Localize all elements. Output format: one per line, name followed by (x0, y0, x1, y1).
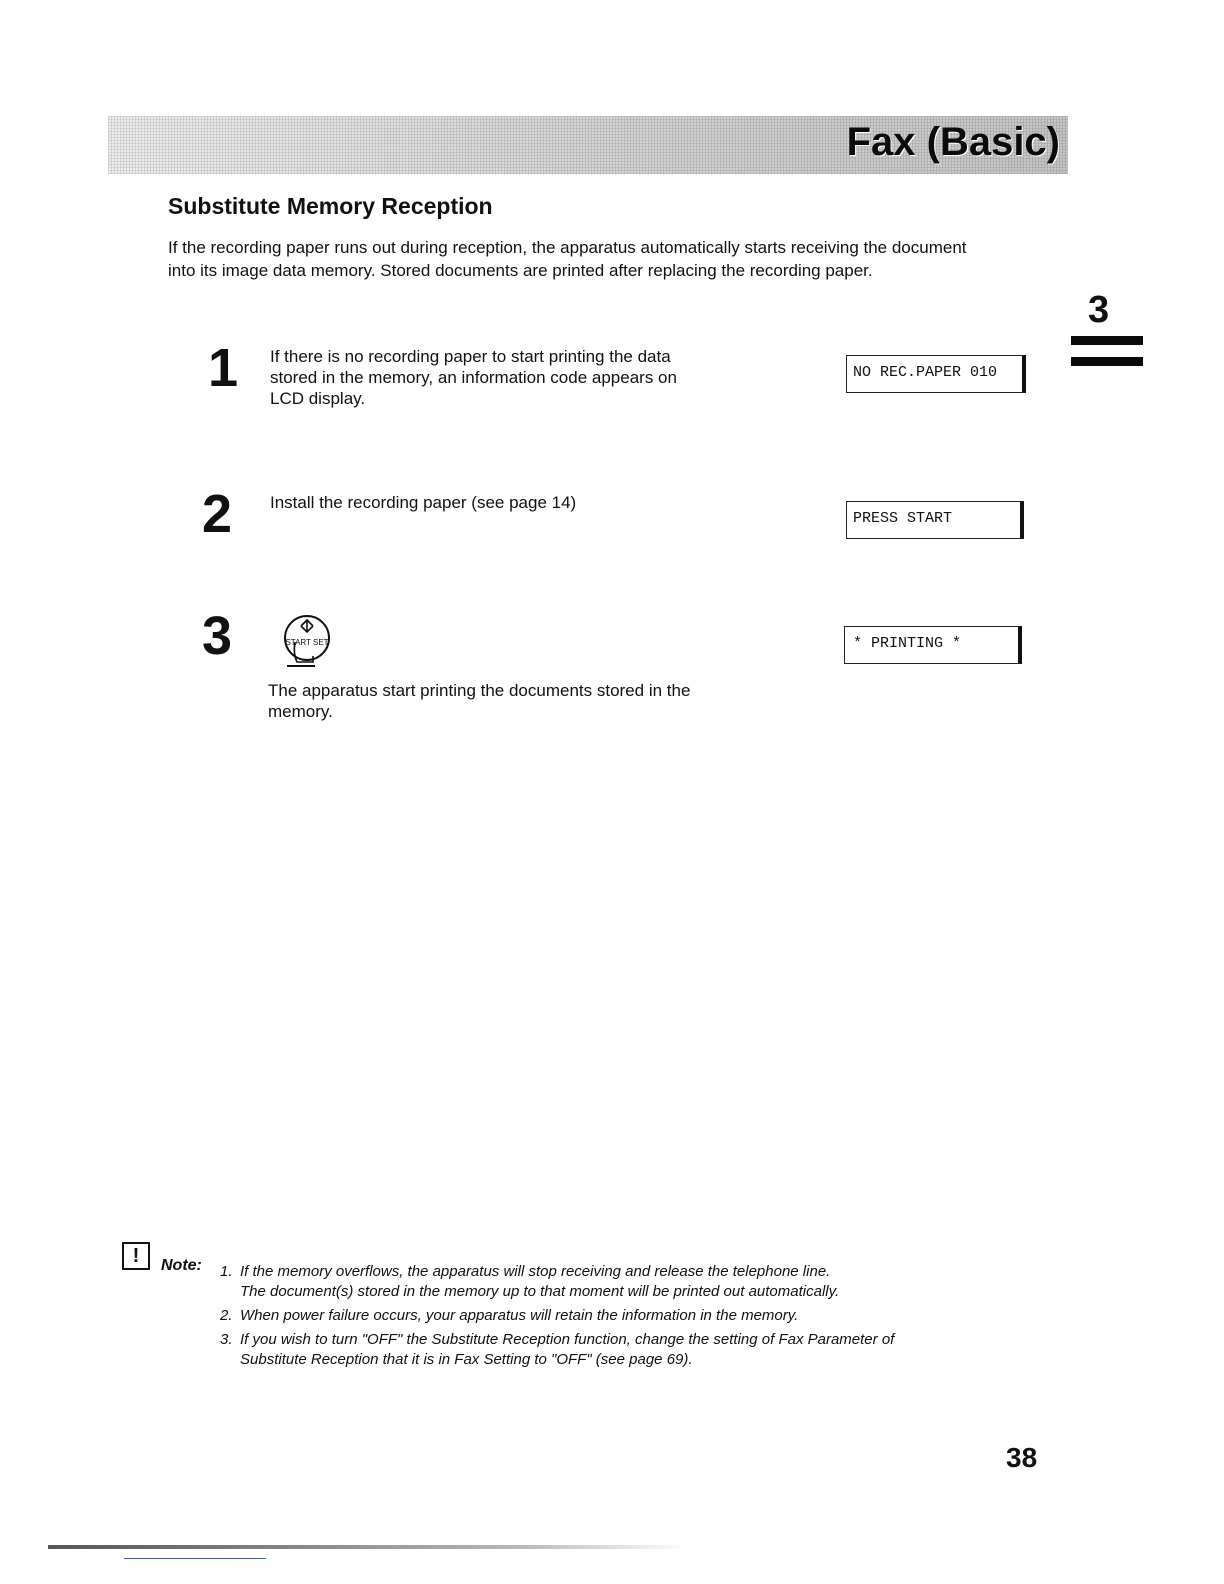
step-line: memory. (268, 702, 333, 721)
note-item-number: 2. (220, 1307, 233, 1324)
note-line: The document(s) stored in the memory up to that moment will be printed out automatically. (240, 1283, 840, 1300)
step-line: Install the recording paper (see page 14) (270, 493, 577, 512)
step-number: 3 (202, 606, 233, 666)
chapter-number: 3 (1088, 289, 1110, 331)
divider (124, 1558, 266, 1559)
step-line: stored in the memory, an information code appears on (270, 368, 677, 387)
lcd-display: NO REC.PAPER 010 (846, 355, 1026, 393)
header-band (108, 116, 1068, 174)
section-title: Substitute Memory Reception (168, 193, 493, 219)
step-text (270, 346, 677, 409)
intro-paragraph (168, 236, 1048, 282)
chapter-tab-bar (1071, 357, 1143, 366)
note-item (220, 1330, 1020, 1374)
intro-line: If the recording paper runs out during reception, the apparatus automatically starts receiving the document (168, 238, 967, 257)
note-item (220, 1262, 1020, 1306)
chapter-tab-bar (1071, 336, 1143, 345)
note-item-number: 1. (220, 1263, 233, 1280)
note-line: When power failure occurs, your apparatus will retain the information in the memory. (240, 1307, 799, 1324)
step-line: If there is no recording paper to start printing the data (270, 347, 671, 366)
step-line: The apparatus start printing the documents stored in the (268, 681, 691, 700)
lcd-display: * PRINTING * (844, 626, 1022, 664)
note-line: If you wish to turn "OFF" the Substitute Reception function, change the setting of Fax Parameter of (240, 1331, 895, 1348)
lcd-display: PRESS START (846, 501, 1024, 539)
step-text (270, 492, 576, 513)
chapter-header-title: Fax (Basic) (846, 120, 1060, 164)
note-icon: ! (122, 1242, 150, 1270)
note-line: Substitute Reception that it is in Fax Setting to "OFF" (see page 69). (240, 1351, 693, 1368)
note-item-number: 3. (220, 1331, 233, 1348)
start-key-label: START SET (285, 638, 329, 647)
step-number: 2 (202, 484, 233, 544)
step-line: LCD display. (270, 389, 366, 408)
step-number: 1 (208, 338, 239, 398)
note-label: Note: (161, 1257, 202, 1274)
note-item (220, 1306, 1020, 1328)
note-line: If the memory overflows, the apparatus will stop receiving and release the telephone line. (240, 1263, 831, 1280)
start-key-icon (283, 612, 335, 672)
page-number: 38 (1006, 1442, 1038, 1473)
intro-line: into its image data memory. Stored documents are printed after replacing the recording paper. (168, 261, 873, 280)
scan-edge-line (48, 1545, 688, 1549)
step-text (268, 680, 690, 722)
